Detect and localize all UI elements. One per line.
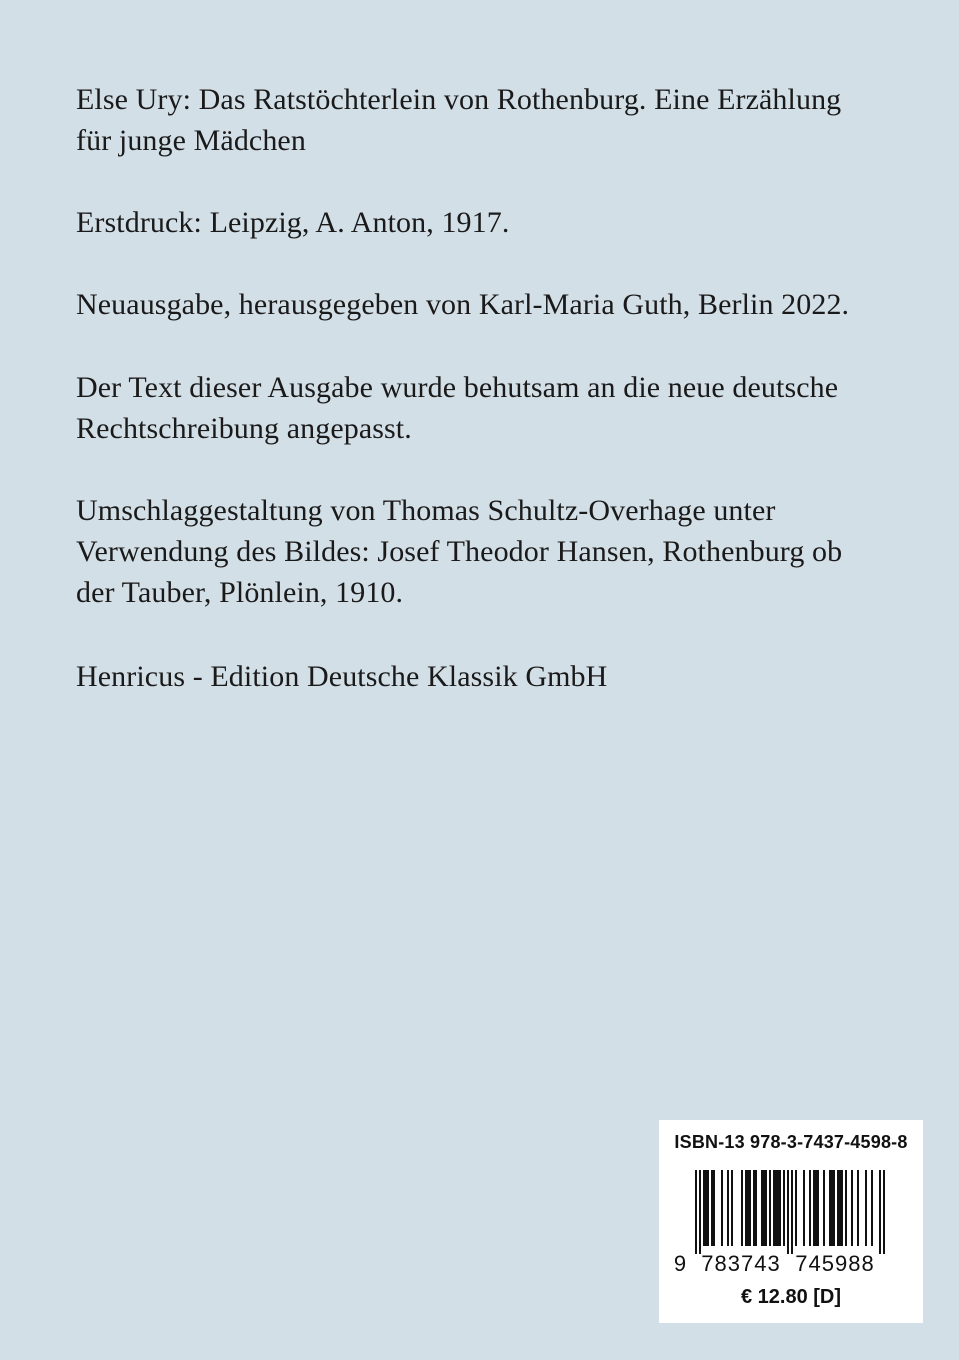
barcode-bar: [857, 1170, 859, 1246]
barcode-bar: [791, 1170, 793, 1254]
barcode-bar: [851, 1170, 853, 1246]
publisher-name: [76, 656, 896, 697]
barcode-bar: [795, 1170, 797, 1246]
spelling-note-line-2: Rechtschreibung angepasst.: [76, 412, 412, 445]
barcode-bar: [787, 1170, 789, 1254]
cover-design-credit: [76, 490, 896, 613]
barcode-bar: [741, 1170, 743, 1246]
barcode-bar: [773, 1170, 775, 1246]
barcode-bar: [699, 1170, 701, 1254]
barcode-bar: [831, 1170, 833, 1246]
spelling-note: [76, 367, 896, 449]
barcode-bar: [721, 1170, 723, 1246]
first-print-line: Erstdruck: Leipzig, A. Anton, 1917.: [76, 206, 510, 239]
book-title: [76, 79, 896, 161]
barcode-bar: [837, 1170, 839, 1246]
isbn-number: ISBN-13 978-3-7437-4598-8: [674, 1132, 908, 1152]
barcode-bar: [845, 1170, 847, 1246]
barcode-bar: [779, 1170, 781, 1246]
publisher-line: Henricus - Edition Deutsche Klassik GmbH: [76, 660, 608, 693]
barcode-bar: [775, 1170, 777, 1246]
barcode-label: [659, 1120, 923, 1323]
barcode-bar: [777, 1170, 779, 1246]
barcode-bar: [823, 1170, 825, 1246]
barcode-bar: [763, 1170, 765, 1246]
barcode-bar: [817, 1170, 819, 1246]
barcode-bar: [753, 1170, 755, 1246]
first-print-note: [76, 202, 896, 243]
barcode-bar: [711, 1170, 713, 1246]
barcode-first-digit: 9: [673, 1251, 687, 1276]
barcode-bar: [695, 1170, 697, 1254]
barcode-bar: [815, 1170, 817, 1246]
barcode-right-digits: 745988: [795, 1251, 875, 1276]
barcode-bar: [747, 1170, 749, 1246]
barcode-bar: [769, 1170, 771, 1246]
barcode-bar: [841, 1170, 843, 1246]
barcode-bar: [839, 1170, 841, 1246]
barcode-bar: [865, 1170, 867, 1246]
book-title-line-2: für junge Mädchen: [76, 124, 306, 157]
barcode-bar: [783, 1170, 785, 1246]
book-title-line-1: Else Ury: Das Ratstöchterlein von Rothenburg. Eine Erzählung: [76, 83, 842, 116]
barcode-bar: [883, 1170, 885, 1254]
new-edition-note: [76, 284, 896, 325]
barcode-bar: [765, 1170, 767, 1246]
barcode-bar: [833, 1170, 835, 1246]
barcode-bar: [829, 1170, 831, 1246]
barcode-bar: [707, 1170, 709, 1246]
cover-design-line-3: der Tauber, Plönlein, 1910.: [76, 576, 404, 609]
barcode-bar: [713, 1170, 715, 1246]
barcode-bar: [761, 1170, 763, 1246]
barcode-bar: [745, 1170, 747, 1246]
new-edition-line: Neuausgabe, herausgegeben von Karl-Maria Guth, Berlin 2022.: [76, 288, 850, 321]
cover-design-line-2: Verwendung des Bildes: Josef Theodor Hansen, Rothenburg ob: [76, 535, 843, 568]
barcode-bar: [703, 1170, 705, 1246]
barcode-bar: [749, 1170, 751, 1246]
barcode-bar: [871, 1170, 873, 1246]
barcode-bar: [727, 1170, 729, 1246]
barcode-bars: [695, 1170, 885, 1254]
barcode-bar: [879, 1170, 881, 1254]
barcode-bar: [813, 1170, 815, 1246]
spelling-note-line-1: Der Text dieser Ausgabe wurde behutsam an die neue deutsche: [76, 371, 839, 404]
barcode-bar: [705, 1170, 707, 1246]
barcode-bar: [755, 1170, 757, 1246]
cover-design-line-1: Umschlaggestaltung von Thomas Schultz-Overhage unter: [76, 494, 776, 527]
barcode-bar: [731, 1170, 733, 1246]
barcode-left-digits: 783743: [701, 1251, 781, 1276]
ean-barcode: [659, 1164, 923, 1282]
barcode-bar: [803, 1170, 805, 1246]
price-label: € 12.80 [D]: [740, 1286, 842, 1308]
barcode-bar: [809, 1170, 811, 1246]
